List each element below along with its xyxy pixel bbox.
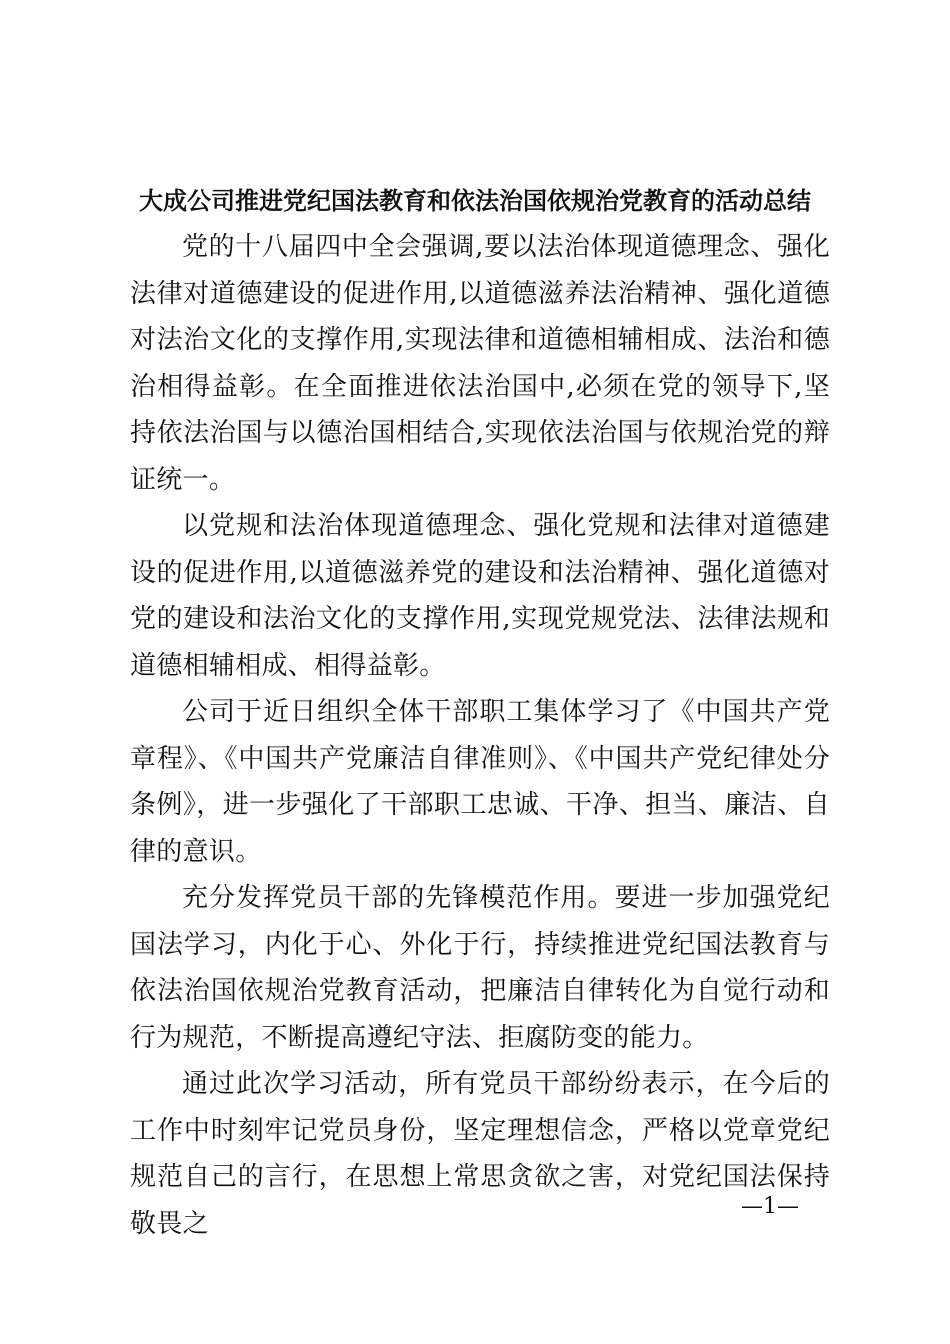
paragraph-2: 以党规和法治体现道德理念、强化党规和法律对道德建设的促进作用,以道德滋养党的建设和法治精神、强化道德对党的建设和法治文化的支撑作用,实现党规党法、法律法规和道德相辅相成、相得益彰。 [130,511,830,681]
paragraph-3: 公司于近日组织全体干部职工集体学习了《中国共产党章程》、《中国共产党廉洁自律准则》、《中国共产党纪律处分条例》，进一步强化了干部职工忠诚、干净、担当、廉洁、自律的意识。 [130,697,830,867]
paragraph-5: 通过此次学习活动，所有党员干部纷纷表示，在今后的工作中时刻牢记党员身份，坚定理想信念，严格以党章党纪规范自己的言行，在思想上常思贪欲之害，对党纪国法保持敬畏之 [130,1069,830,1239]
paragraph-4: 充分发挥党员干部的先锋模范作用。要进一步加强党纪国法学习，内化于心、外化于行，持续推进党纪国法教育与依法治国依规治党教育活动，把廉洁自律转化为自觉行动和行为规范，不断提高遵纪守法、拒腐防变的能力。 [130,883,830,1053]
document-body [130,224,830,1247]
document-title: 大成公司推进党纪国法教育和依法治国依规治党教育的活动总结 [139,186,811,215]
page-number: —1— [741,1194,799,1219]
paragraph-1: 党的十八届四中全会强调,要以法治体现道德理念、强化法律对道德建设的促进作用,以道德滋养法治精神、强化道德对法治文化的支撑作用,实现法律和道德相辅相成、法治和德治相得益彰。在全面推进依法治国中,必须在党的领导下,坚持依法治国与以德治国相结合,实现依法治国与依规治党的辩证统一。 [130,232,830,495]
